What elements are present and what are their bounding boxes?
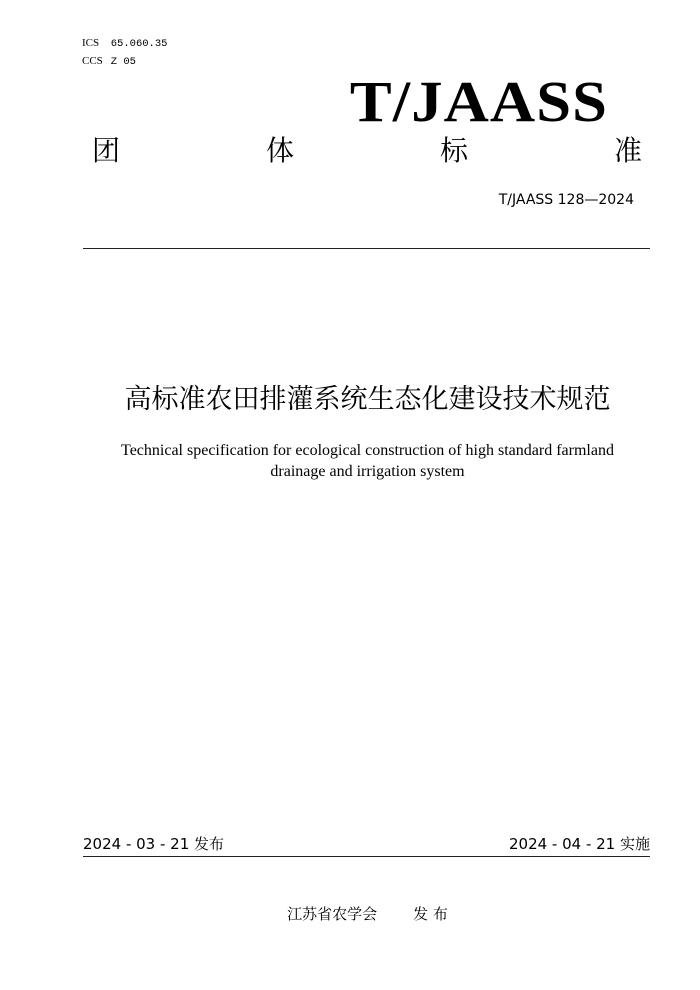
standard-type	[92, 131, 642, 171]
header-divider	[83, 248, 650, 249]
publisher	[0, 903, 700, 925]
english-title-line: Technical specification for ecological construction of high standard farmland	[121, 442, 614, 459]
english-title-line: drainage and irrigation system	[270, 463, 465, 480]
ics-code: 65.060.35	[110, 38, 168, 50]
chinese-title: 高标准农田排灌系统生态化建设技术规范	[124, 384, 611, 415]
ccs-code: Z 05	[110, 56, 136, 68]
standard-type-char: 准	[613, 134, 642, 167]
publisher-name: 江苏省农学会	[287, 905, 378, 923]
standard-number: T/JAASS 128—2024	[498, 192, 634, 208]
issue-date: 2024 - 03 - 21 发布	[83, 835, 225, 853]
implementation-date: 2024 - 04 - 21 实施	[508, 835, 650, 853]
ics-label: ICS	[82, 37, 100, 49]
footer-divider	[83, 856, 650, 857]
publisher-action: 发 布	[413, 905, 448, 923]
classification-codes	[82, 35, 167, 71]
organization-code: T/JAASS	[349, 69, 608, 134]
ccs-label: CCS	[82, 55, 103, 67]
standard-type-char: 团	[92, 134, 121, 167]
ccs-row	[82, 53, 167, 71]
standard-type-char: 体	[265, 134, 294, 167]
ics-row	[82, 35, 167, 53]
english-title	[100, 440, 635, 482]
standard-type-char: 标	[439, 134, 468, 167]
